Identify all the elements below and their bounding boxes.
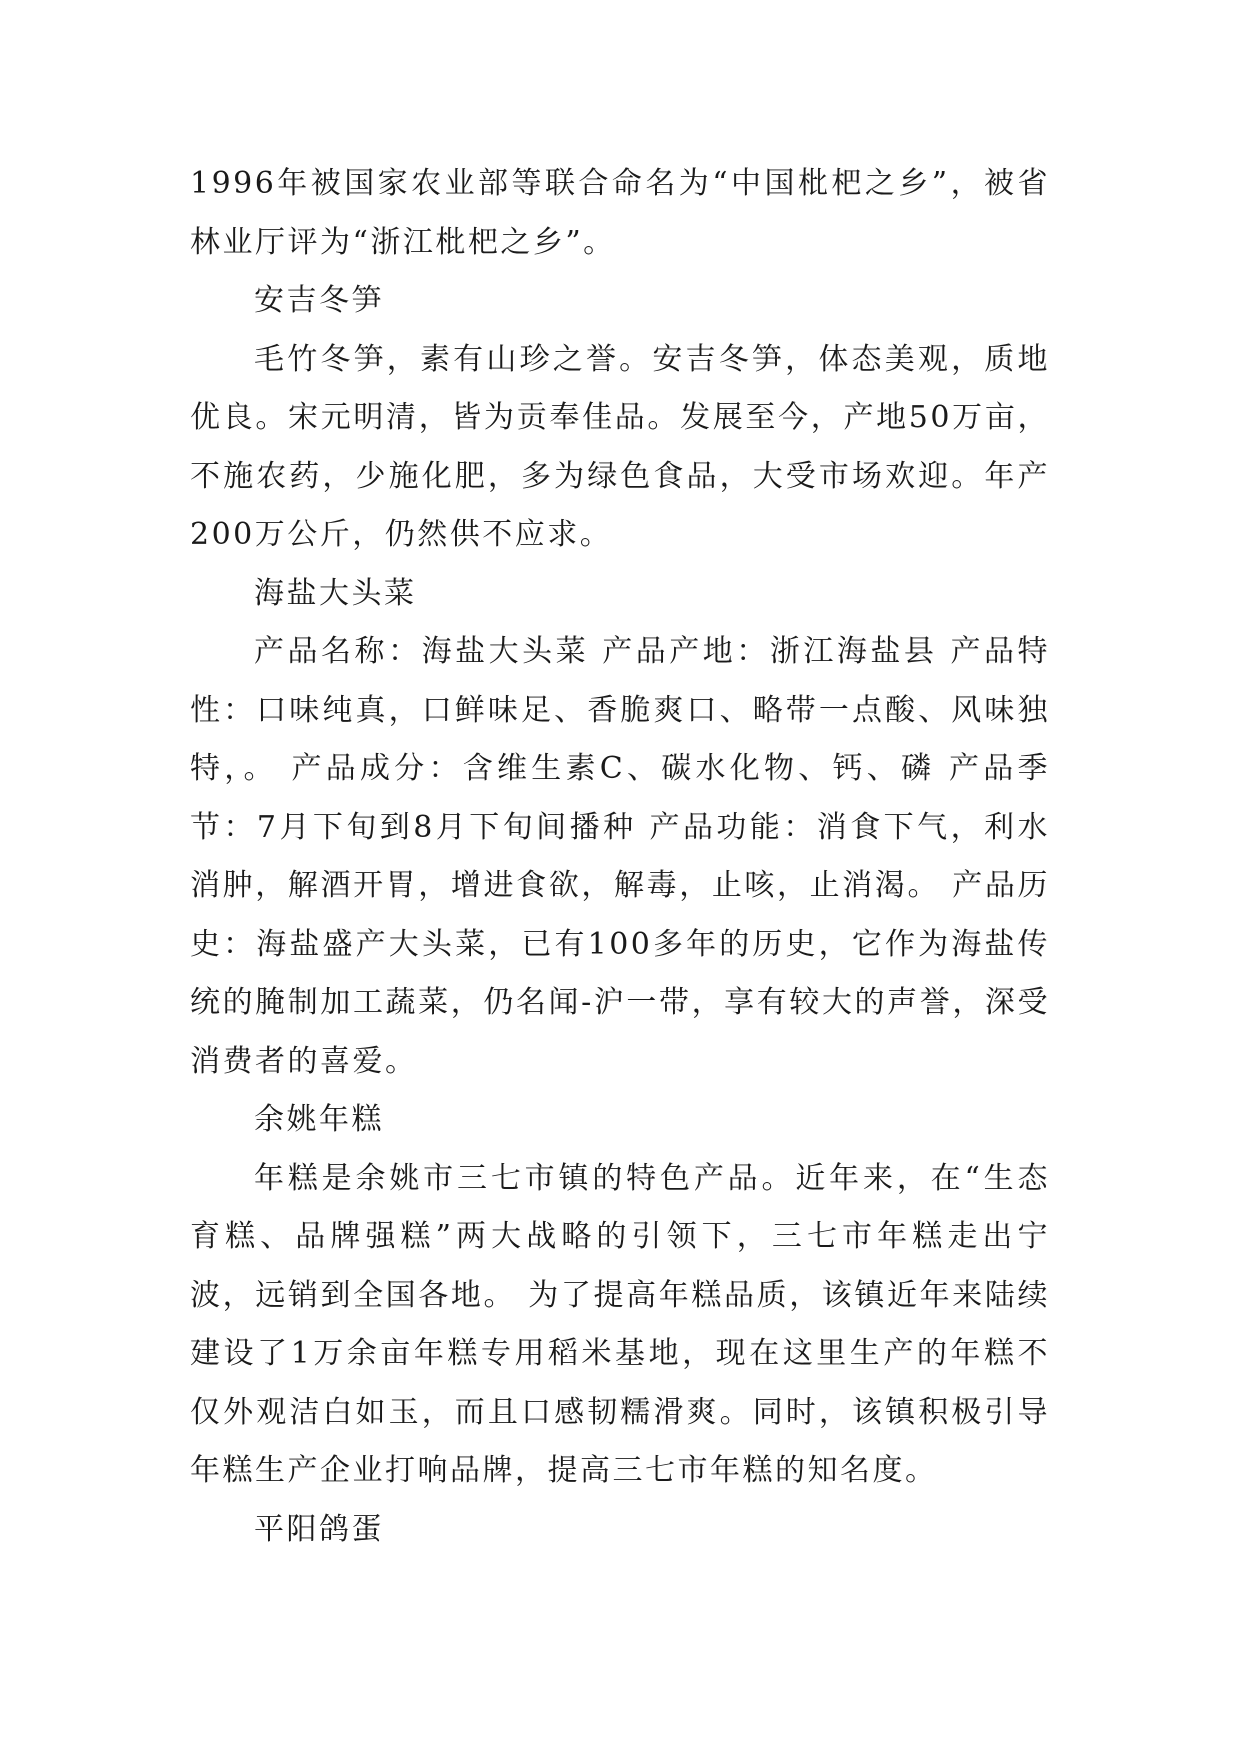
heading-pingyang-pigeon-eggs: 平阳鸽蛋: [254, 1511, 384, 1547]
heading-yuyao-rice-cake: 余姚年糕: [254, 1102, 384, 1137]
document-body: [190, 155, 1050, 1559]
paragraph-haiyan-kohlrabi: 产品名称：海盐大头菜 产品产地：浙江海盐县 产品特性：口味纯真，口鲜味足、香脆爽口、略带一点酸、风味独特，。 产品成分：含维生素C、碳水化物、钙、磷 产品季节：7月下旬到8月下旬间播种 产品功能：消食下气，利水消肿，解酒开胃，增进食欲，解毒，止咳，止消渴。 产品历史：海盐盛产大头菜，已有100多年的历史，它作为海盐传统的腌制加工蔬菜，仍名闻-沪一带，享有较大的声誉，深受消费者的喜爱。: [190, 634, 1050, 1079]
paragraph-yuyao-rice-cake: 年糕是余姚市三七市镇的特色产品。近年来，在“生态育糕、品牌强糕”两大战略的引领下，三七市年糕走出宁波，远销到全国各地。 为了提高年糕品质，该镇近年来陆续建设了1万余亩年糕专用稻米基地，现在这里生产的年糕不仅外观洁白如玉，而且口感韧糯滑爽。同时，该镇积极引导年糕生产企业打响品牌，提高三七市年糕的知名度。: [190, 1160, 1050, 1488]
paragraph-anji-winter-bamboo-shoots: 毛竹冬笋，素有山珍之誉。安吉冬笋，体态美观，质地优良。宋元明清，皆为贡奉佳品。发展至今，产地50万亩，不施农药，少施化肥，多为绿色食品，大受市场欢迎。年产200万公斤，仍然供不应求。: [190, 341, 1050, 552]
paragraph-loquat-title: 1996年被国家农业部等联合命名为“中国枇杷之乡”，被省林业厅评为“浙江枇杷之乡”。: [190, 166, 1050, 260]
heading-haiyan-kohlrabi: 海盐大头菜: [254, 575, 417, 611]
heading-anji-winter-bamboo-shoots: 安吉冬笋: [254, 283, 384, 318]
